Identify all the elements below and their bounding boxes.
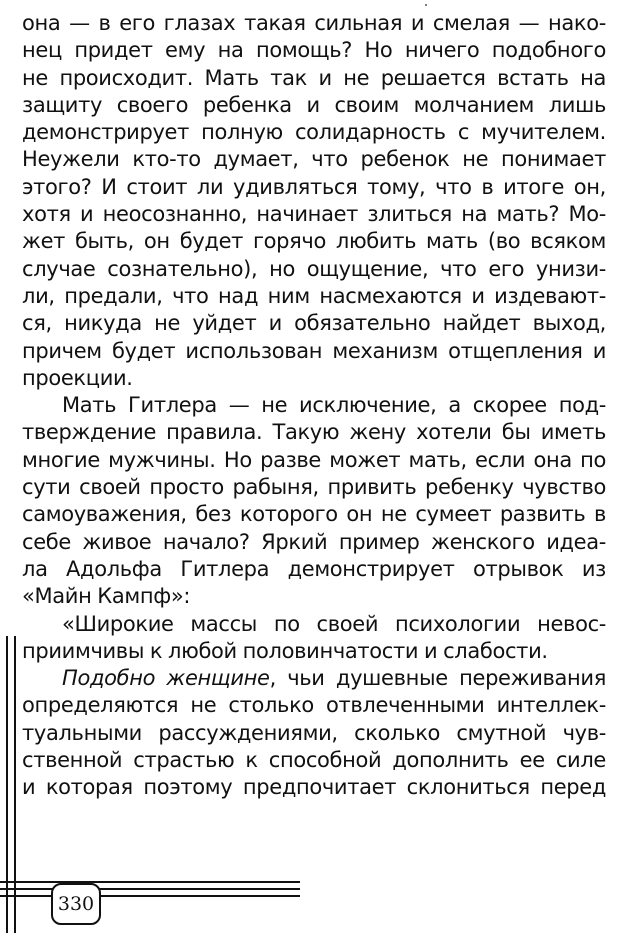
page-number: 330: [51, 883, 101, 925]
text-line: Мать Гитлера — не исключение, а скорее под-: [62, 393, 606, 418]
text-line: защиту своего ребенка и своим молчанием лишь: [22, 92, 606, 117]
text-line: проекции.: [22, 365, 133, 390]
text-line: не происходит. Мать так и не решается встать на: [22, 65, 606, 90]
text-line: «Майн Кампф»:: [22, 584, 191, 609]
body-text: [22, 10, 606, 802]
quote-line-rest: , чьи душевные переживания: [269, 666, 606, 691]
text-line: самоуважения, без которого он не сумеет развить в: [22, 502, 606, 527]
text-line: ся, никуда не уйдет и обязательно найдет выход,: [22, 311, 606, 336]
text-line: ла Адольфа Гитлера демонстрирует отрывок из: [22, 556, 606, 581]
text-line: хотя и неосознанно, начинает злиться на мать? Мо-: [22, 202, 606, 227]
text-line: она — в его глазах такая сильная и смелая — нако-: [22, 11, 606, 35]
emphasis-text: Подобно женщине: [62, 666, 270, 691]
quote-line: определяются не столько отвлеченными интеллек-: [22, 693, 606, 718]
quote-line: ственной страстью к способной дополнить ее силе: [22, 748, 606, 773]
text-line: сути своей просто рабыня, привить ребенку чувство: [22, 475, 606, 500]
text-line: случае сознательно), но ощущение, что его унизи-: [22, 256, 606, 281]
text-line: ли, предали, что над ним насмехаются и издевают-: [22, 283, 606, 308]
text-line: Неужели кто-то думает, что ребенок не понимает: [22, 147, 606, 172]
footer-rule: [0, 881, 300, 883]
footer-rule: [0, 895, 300, 897]
quote-line: и которая поэтому предпочитает склониться перед: [22, 775, 606, 800]
footer-rule: [0, 888, 300, 890]
quote-line: [22, 665, 606, 692]
quote-line: приимчивы к любой половинчатости и слабости.: [22, 638, 548, 663]
text-line: многие мужчины. Но разве может мать, если она по: [22, 447, 606, 472]
quote-line: «Широкие массы по своей психологии невос-: [62, 611, 606, 636]
text-line: нец придет ему на помощь? Но ничего подобного: [22, 38, 606, 63]
text-line: тверждение правила. Такую жену хотели бы иметь: [22, 420, 606, 445]
text-line: этого? И стоит ли удивляться тому, что в итоге он,: [22, 174, 606, 199]
text-line: причем будет использован механизм отщепления и: [22, 338, 606, 363]
text-line: демонстрирует полную солидарность с мучителем.: [22, 120, 606, 145]
text-line: себе живое начало? Яркий пример женского идеа-: [22, 529, 606, 554]
quote-line: туальными рассуждениями, сколько смутной чув-: [22, 720, 606, 745]
text-line: жет быть, он будет горячо любить мать (во всяком: [22, 229, 606, 254]
speck-mark: [425, 4, 427, 6]
